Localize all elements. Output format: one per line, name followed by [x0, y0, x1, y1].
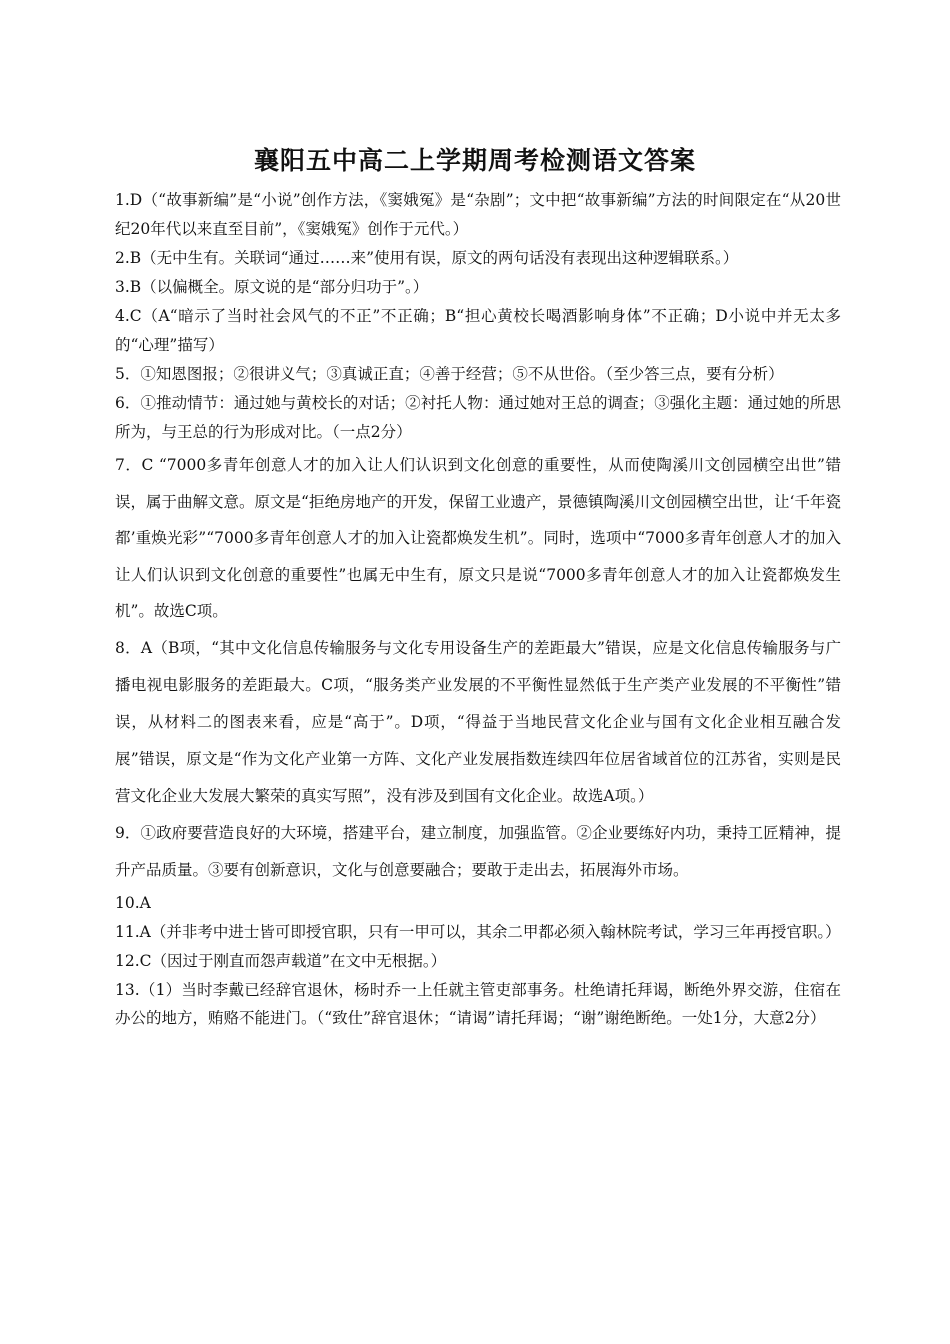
answer-6: 6．①推动情节：通过她与黄校长的对话；②衬托人物：通过她对王总的调查；③强化主题：通过她的所思所为，与王总的行为形成对比。（一点2分） [115, 394, 841, 441]
answer-5: 5．①知恩图报；②很讲义气；③真诚正直；④善于经营；⑤不从世俗。（至少答三点，要有分析） [115, 365, 784, 383]
page-title: 襄阳五中高二上学期周考检测语文答案 [253, 146, 696, 175]
answer-8: 8．A（B项，“其中文化信息传输服务与文化专用设备生产的差距最大”错误，应是文化信息传输服务与广播电视电影服务的差距最大。C项，“服务类产业发展的不平衡性显然低于生产类产业发展的不平衡性”错误，从材料二的图表来看，应是“高于”。D项，“得益于当地民营文化企业与国有文化企业相互融合发展”错误，原文是“作为文化产业第一方阵、文化产业发展指数连续四年位居省域首位的江苏省，实则是民营文化企业大发展大繁荣的真实写照”，没有涉及到国有文化企业。故选A项。） [115, 638, 841, 805]
answer-7: 7．C “7000多青年创意人才的加入让人们认识到文化创意的重要性，从而使陶溪川文创园横空出世”错误，属于曲解文意。原文是“拒绝房地产的开发，保留工业遗产，景德镇陶溪川文创园横空出世，让‘千年瓷都’重焕光彩”“7000多青年创意人才的加入让瓷都焕发生机”。同时，选项中“7000多青年创意人才的加入让人们认识到文化创意的重要性”也属无中生有，原文只是说“7000多青年创意人才的加入让瓷都焕发生机”。故选C项。 [115, 456, 841, 620]
answer-1: 1.D（“故事新编”是“小说”创作方法，《窦娥冤》是“杂剧”；文中把“故事新编”方法的时间限定在“从20世纪20年代以来直至目前”，《窦娥冤》创作于元代。） [115, 191, 841, 238]
answer-11: 11.A（并非考中进士皆可即授官职，只有一甲可以，其余二甲都必须入翰林院考试，学习三年再授官职。） [115, 922, 841, 941]
answer-9: 9．①政府要营造良好的大环境，搭建平台，建立制度，加强监管。②企业要练好内功，秉持工匠精神，提升产品质量。③要有创新意识，文化与创意要融合；要敢于走出去，拓展海外市场。 [115, 823, 841, 879]
answer-12: 12.C（因过于刚直而怨声载道”在文中无根据。） [115, 951, 447, 970]
answer-3: 3.B（以偏概全。原文说的是“部分归功于”。） [115, 278, 429, 296]
answer-list [115, 186, 841, 1033]
answer-10: 10.A [115, 893, 151, 912]
answer-13: 13.（1）当时李戴已经辞官退休，杨时乔一上任就主管吏部事务。杜绝请托拜谒，断绝外界交游，住宿在办公的地方，贿赂不能进门。（“致仕”辞官退休；“请谒”请托拜谒；“谢”谢绝断绝。一处1分，大意2分） [115, 980, 841, 1027]
answer-2: 2.B（无中生有。关联词“通过……来”使用有误，原文的两句话没有表现出这种逻辑联系。） [115, 249, 739, 267]
answer-4: 4.C（A“暗示了当时社会风气的不正”不正确；B“担心黄校长喝酒影响身体”不正确；D小说中并无太多的“心理”描写） [115, 307, 841, 354]
